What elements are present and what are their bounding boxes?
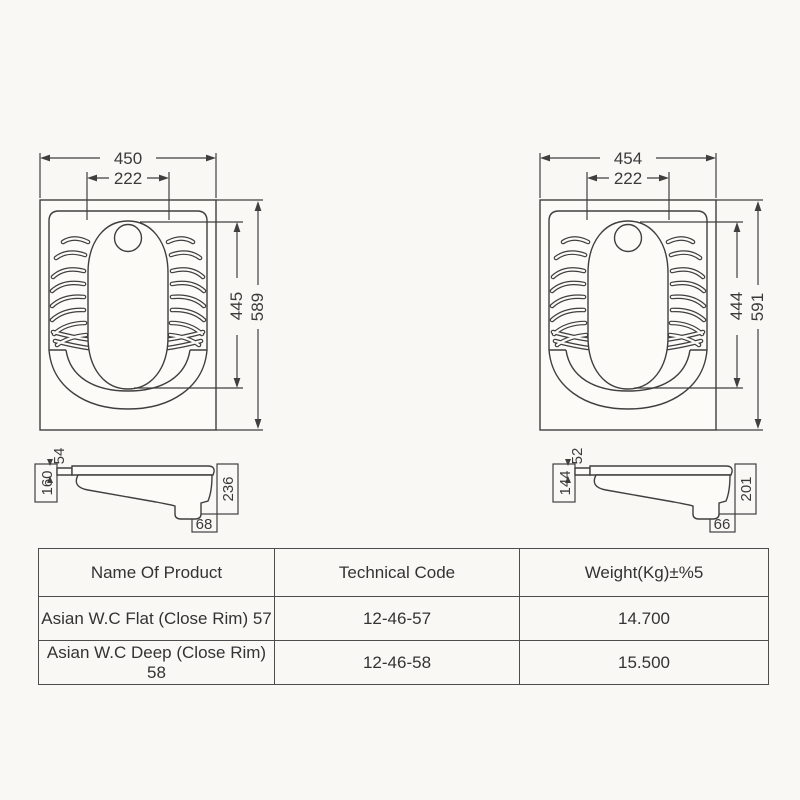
- table-header-row: [39, 549, 769, 597]
- dim-total-height: 201: [738, 476, 755, 502]
- dim-inner-width: 222: [613, 169, 643, 188]
- dim-outlet: 68: [195, 516, 213, 533]
- weight-value: 15.500: [520, 641, 769, 685]
- dim-width: 454: [613, 149, 643, 168]
- dim-outlet: 66: [713, 516, 731, 533]
- product-name: Asian W.C Deep (Close Rim) 58: [39, 641, 275, 685]
- dim-inner-height: 445: [227, 291, 246, 321]
- dim-inner-width: 222: [113, 169, 143, 188]
- weight-value: 14.700: [520, 597, 769, 641]
- dim-outer-height: 591: [748, 292, 767, 322]
- dim-back-height: 144: [557, 470, 574, 496]
- table-row: [39, 641, 769, 685]
- dim-width: 450: [113, 149, 143, 168]
- dim-outer-height: 589: [248, 292, 267, 322]
- technical-code: 12-46-58: [275, 641, 520, 685]
- technical-code: 12-46-57: [275, 597, 520, 641]
- header-technical-code: Technical Code: [275, 549, 520, 597]
- dim-rim: 52: [569, 447, 586, 465]
- product-name: Asian W.C Flat (Close Rim) 57: [39, 597, 275, 641]
- header-name-of-product: Name Of Product: [39, 549, 275, 597]
- dim-total-height: 236: [220, 476, 237, 502]
- side-view-drawing-deep: [546, 445, 766, 545]
- spec-table: [38, 548, 769, 685]
- dim-inner-height: 444: [727, 291, 746, 321]
- side-view-drawing-flat: [28, 445, 248, 545]
- top-view-drawing-flat: [30, 145, 270, 445]
- top-view-drawing-deep: [530, 145, 770, 445]
- dim-rim: 54: [51, 447, 68, 465]
- table-row: [39, 597, 769, 641]
- header-weight: Weight(Kg)±%5: [520, 549, 769, 597]
- dim-back-height: 160: [39, 470, 56, 496]
